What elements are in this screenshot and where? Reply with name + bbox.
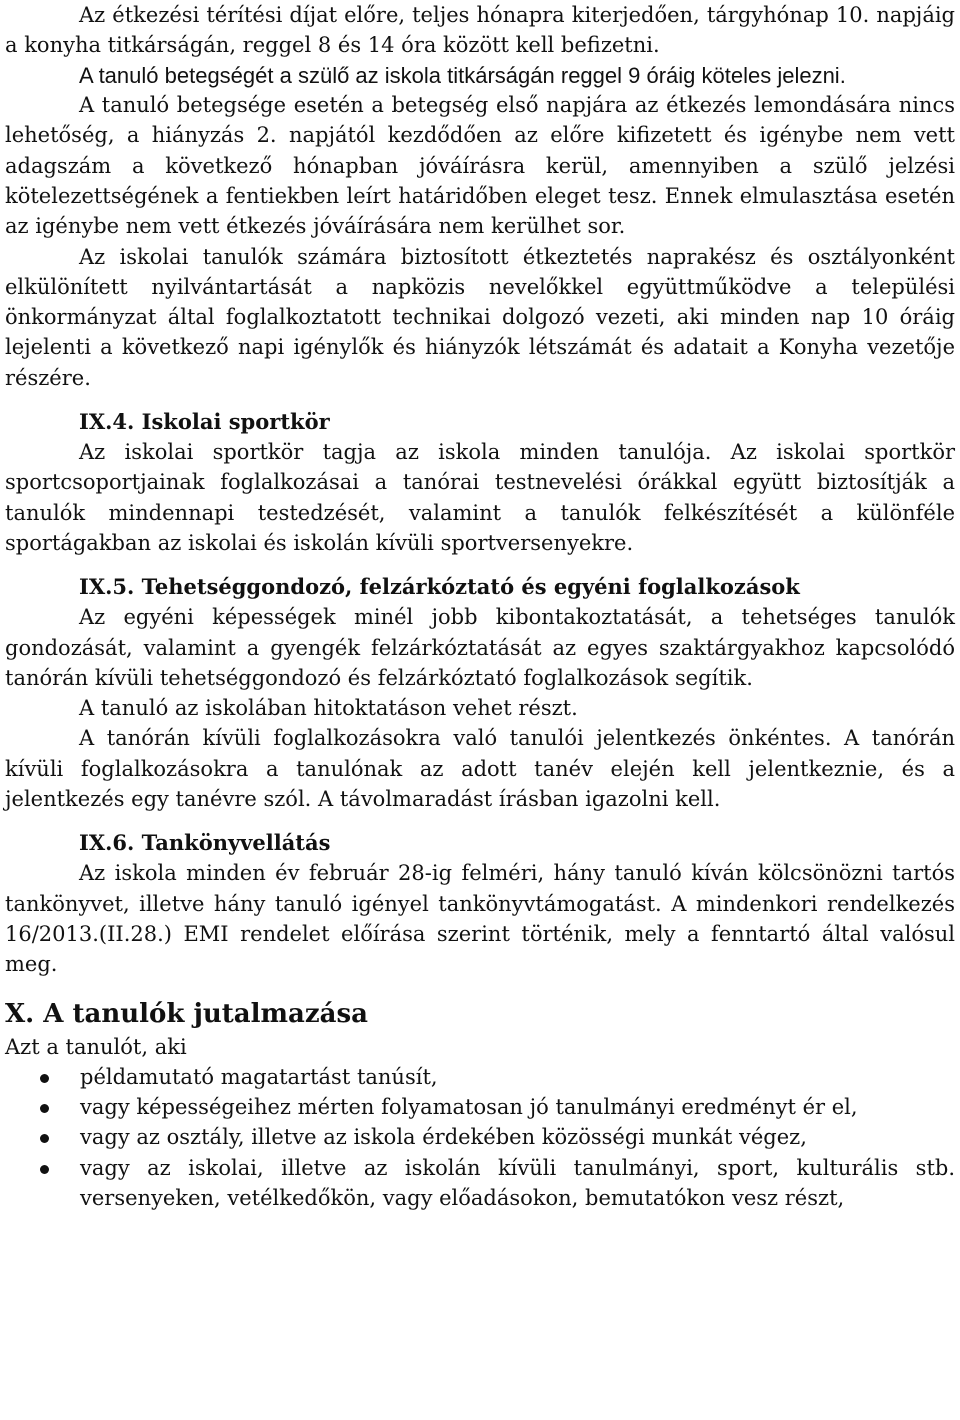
- paragraph-rewards-intro: Azt a tanulót, aki: [5, 1034, 187, 1059]
- heading-talent-programs: IX.5. Tehetséggondozó, felzárkóztató és egyéni foglalkozások: [79, 574, 800, 600]
- bullet-icon: [40, 1074, 49, 1083]
- paragraph-religious-education: A tanuló az iskolában hitoktatáson vehet részt.: [79, 696, 578, 721]
- document-page: [5, 0, 955, 1213]
- bullet-icon: [40, 1165, 49, 1174]
- bullet-icon: [40, 1134, 49, 1143]
- paragraph-sports-club: Az iskolai sportkör tagja az iskola minden tanulója. Az iskolai sportkör sportcsoportjainak foglalkozásai a tanórai testnevelési órákkal együtt biztosítják a tanulók mindennapi testedzését, valamint a tanulók felkészítését a különféle sportágakban az iskolai és iskolán kívüli sportversenyekre.: [5, 440, 955, 555]
- bullet-icon: [40, 1104, 49, 1113]
- paragraph-illness-report: A tanuló betegségét a szülő az iskola titkárságán reggel 9 óráig köteles jelezni.: [79, 62, 846, 88]
- list-item: vagy képességeihez mérten folyamatosan jó tanulmányi eredményt ér el,: [80, 1092, 955, 1122]
- list-item: példamutató magatartást tanúsít,: [80, 1062, 955, 1092]
- paragraph-talent-programs: Az egyéni képességek minél jobb kibontakoztatását, a tehetséges tanulók gondozását, valamint a gyengék felzárkóztatását az egyes szaktárgyakhoz kapcsolódó tanórán kívüli tehetséggondozó és felzárkóztató foglalkozások segítik.: [5, 605, 955, 690]
- heading-sports-club: IX.4. Iskolai sportkör: [79, 409, 330, 435]
- list-item: vagy az osztály, illetve az iskola érdekében közösségi munkát végez,: [80, 1122, 955, 1152]
- paragraph-meal-cancellation: A tanuló betegsége esetén a betegség első napjára az étkezés lemondására nincs lehetőség, a hiányzás 2. napjától kezdődően az előre kifizetett és igénybe nem vett adagszám a következő hónapban jóváírásra kerül, amennyiben a szülő jelzési kötelezettségének a fentiekben leírt határidőben eleget tesz. Ennek elmulasztása esetén az igénybe nem vett étkezés jóváírására nem kerülhet sor.: [5, 93, 955, 239]
- paragraph-meal-payment: Az étkezési térítési díjat előre, teljes hónapra kiterjedően, tárgyhónap 10. napjáig a konyha titkárságán, reggel 8 és 14 óra között kell befizetni.: [5, 3, 955, 58]
- paragraph-textbooks: Az iskola minden év február 28-ig felméri, hány tanuló kíván kölcsönözni tartós tankönyvet, illetve hány tanuló igényel tankönyvtámogatást. A mindenkori rendelkezés 16/2013.(II.28.) EMI rendelet előírása szerint történik, mely a fenntartó által valósul meg.: [5, 861, 955, 977]
- heading-student-rewards: X. A tanulók jutalmazása: [5, 998, 368, 1029]
- heading-textbooks: IX.6. Tankönyvellátás: [79, 830, 331, 856]
- list-item: vagy az iskolai, illetve az iskolán kívüli tanulmányi, sport, kulturális stb. versenyeken, vetélkedőkön, vagy előadásokon, bemutatókon vesz részt,: [80, 1153, 955, 1214]
- paragraph-meal-records: Az iskolai tanulók számára biztosított étkeztetés naprakész és osztályonként elkülönített nyilvántartását a napközis nevelőkkel együttműködve a települési önkormányzat által foglalkoztatott technikai dolgozó vezeti, aki minden nap 10 óráig lejelenti a következő napi igénylők és hiányzók létszámát és adatait a Konyha vezetője részére.: [5, 244, 955, 390]
- rewards-bullet-list: [5, 1062, 955, 1213]
- paragraph-extracurricular: A tanórán kívüli foglalkozásokra való tanulói jelentkezés önkéntes. A tanórán kívüli foglalkozásokra a tanulónak az adott tanév elején kell jelentkeznie, és a jelentkezés egy tanévre szól. A távolmaradást írásban igazolni kell.: [5, 726, 955, 812]
